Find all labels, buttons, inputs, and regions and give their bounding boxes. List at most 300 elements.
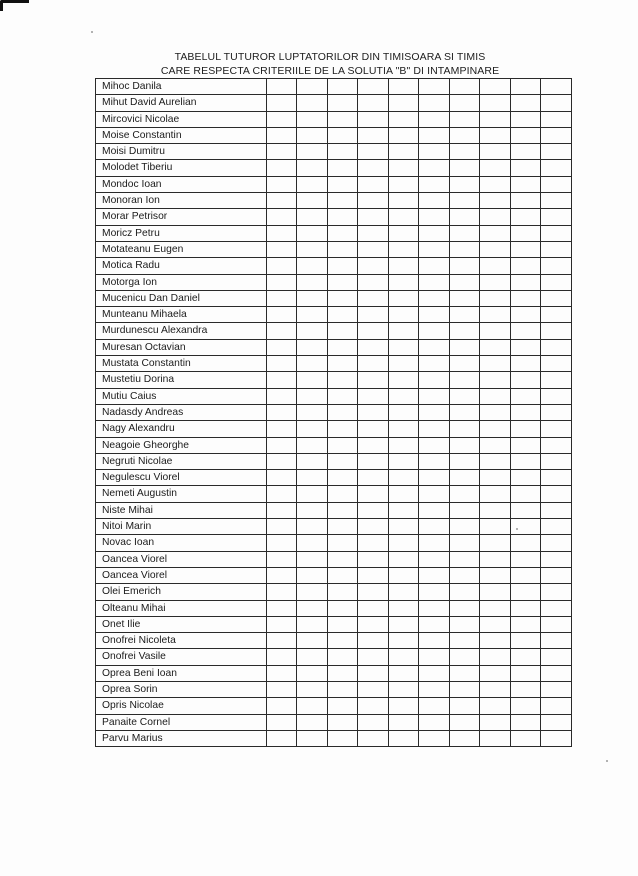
empty-cell bbox=[419, 111, 450, 127]
empty-cell bbox=[510, 453, 541, 469]
empty-cell bbox=[449, 160, 480, 176]
empty-cell bbox=[419, 421, 450, 437]
empty-cell bbox=[266, 714, 297, 730]
empty-cell bbox=[510, 274, 541, 290]
empty-cell bbox=[327, 437, 358, 453]
empty-cell bbox=[419, 437, 450, 453]
empty-cell bbox=[541, 307, 572, 323]
name-cell: Olteanu Mihai bbox=[96, 600, 267, 616]
roster-table bbox=[95, 78, 572, 747]
empty-cell bbox=[449, 323, 480, 339]
empty-cell bbox=[541, 665, 572, 681]
empty-cell bbox=[297, 502, 328, 518]
empty-cell bbox=[510, 584, 541, 600]
name-cell: Mustetiu Dorina bbox=[96, 372, 267, 388]
name-cell: Monoran Ion bbox=[96, 193, 267, 209]
name-cell: Nemeti Augustin bbox=[96, 486, 267, 502]
empty-cell bbox=[419, 698, 450, 714]
empty-cell bbox=[266, 356, 297, 372]
empty-cell bbox=[266, 79, 297, 95]
table-row bbox=[96, 502, 572, 518]
empty-cell bbox=[510, 730, 541, 746]
table-row bbox=[96, 176, 572, 192]
empty-cell bbox=[327, 209, 358, 225]
empty-cell bbox=[510, 127, 541, 143]
empty-cell bbox=[419, 470, 450, 486]
empty-cell bbox=[541, 502, 572, 518]
empty-cell bbox=[266, 127, 297, 143]
document-title bbox=[90, 51, 570, 78]
empty-cell bbox=[541, 388, 572, 404]
empty-cell bbox=[510, 649, 541, 665]
empty-cell bbox=[358, 323, 389, 339]
table-row bbox=[96, 470, 572, 486]
empty-cell bbox=[480, 176, 511, 192]
table-row bbox=[96, 323, 572, 339]
empty-cell bbox=[480, 388, 511, 404]
empty-cell bbox=[297, 519, 328, 535]
table-row bbox=[96, 404, 572, 420]
empty-cell bbox=[388, 307, 419, 323]
empty-cell bbox=[266, 453, 297, 469]
empty-cell bbox=[358, 258, 389, 274]
empty-cell bbox=[480, 193, 511, 209]
empty-cell bbox=[297, 567, 328, 583]
empty-cell bbox=[419, 290, 450, 306]
table-row bbox=[96, 649, 572, 665]
empty-cell bbox=[419, 714, 450, 730]
empty-cell bbox=[510, 79, 541, 95]
empty-cell bbox=[449, 681, 480, 697]
table-row bbox=[96, 307, 572, 323]
empty-cell bbox=[419, 616, 450, 632]
empty-cell bbox=[266, 535, 297, 551]
empty-cell bbox=[327, 339, 358, 355]
empty-cell bbox=[358, 633, 389, 649]
empty-cell bbox=[297, 144, 328, 160]
empty-cell bbox=[480, 730, 511, 746]
table-row bbox=[96, 600, 572, 616]
empty-cell bbox=[510, 437, 541, 453]
name-cell: Nadasdy Andreas bbox=[96, 404, 267, 420]
empty-cell bbox=[266, 95, 297, 111]
empty-cell bbox=[419, 600, 450, 616]
empty-cell bbox=[358, 437, 389, 453]
name-cell: Mucenicu Dan Daniel bbox=[96, 290, 267, 306]
name-cell: Onofrei Vasile bbox=[96, 649, 267, 665]
empty-cell bbox=[449, 79, 480, 95]
empty-cell bbox=[297, 79, 328, 95]
empty-cell bbox=[327, 356, 358, 372]
empty-cell bbox=[419, 127, 450, 143]
empty-cell bbox=[297, 372, 328, 388]
empty-cell bbox=[541, 241, 572, 257]
empty-cell bbox=[541, 404, 572, 420]
empty-cell bbox=[388, 209, 419, 225]
name-cell: Moise Constantin bbox=[96, 127, 267, 143]
empty-cell bbox=[358, 274, 389, 290]
empty-cell bbox=[419, 372, 450, 388]
empty-cell bbox=[297, 730, 328, 746]
scan-speck bbox=[91, 31, 93, 33]
table-row bbox=[96, 714, 572, 730]
empty-cell bbox=[510, 681, 541, 697]
empty-cell bbox=[327, 111, 358, 127]
empty-cell bbox=[327, 404, 358, 420]
empty-cell bbox=[419, 95, 450, 111]
empty-cell bbox=[510, 225, 541, 241]
table-row bbox=[96, 95, 572, 111]
empty-cell bbox=[449, 535, 480, 551]
empty-cell bbox=[419, 323, 450, 339]
table-row bbox=[96, 551, 572, 567]
empty-cell bbox=[541, 730, 572, 746]
empty-cell bbox=[358, 567, 389, 583]
empty-cell bbox=[480, 111, 511, 127]
empty-cell bbox=[480, 519, 511, 535]
name-cell: Niste Mihai bbox=[96, 502, 267, 518]
name-cell: Oancea Viorel bbox=[96, 567, 267, 583]
empty-cell bbox=[327, 258, 358, 274]
empty-cell bbox=[541, 633, 572, 649]
empty-cell bbox=[327, 372, 358, 388]
empty-cell bbox=[419, 567, 450, 583]
name-cell: Motateanu Eugen bbox=[96, 241, 267, 257]
empty-cell bbox=[297, 160, 328, 176]
empty-cell bbox=[388, 421, 419, 437]
empty-cell bbox=[510, 241, 541, 257]
empty-cell bbox=[388, 339, 419, 355]
empty-cell bbox=[388, 519, 419, 535]
empty-cell bbox=[541, 160, 572, 176]
empty-cell bbox=[449, 307, 480, 323]
empty-cell bbox=[266, 111, 297, 127]
empty-cell bbox=[266, 600, 297, 616]
empty-cell bbox=[327, 519, 358, 535]
empty-cell bbox=[419, 584, 450, 600]
name-cell: Nitoi Marin bbox=[96, 519, 267, 535]
table-row bbox=[96, 258, 572, 274]
empty-cell bbox=[297, 698, 328, 714]
empty-cell bbox=[419, 258, 450, 274]
name-cell: Mihoc Danila bbox=[96, 79, 267, 95]
empty-cell bbox=[480, 127, 511, 143]
empty-cell bbox=[388, 535, 419, 551]
empty-cell bbox=[541, 551, 572, 567]
empty-cell bbox=[266, 470, 297, 486]
table-row bbox=[96, 453, 572, 469]
empty-cell bbox=[358, 535, 389, 551]
empty-cell bbox=[419, 339, 450, 355]
empty-cell bbox=[480, 404, 511, 420]
empty-cell bbox=[419, 404, 450, 420]
empty-cell bbox=[327, 681, 358, 697]
empty-cell bbox=[510, 193, 541, 209]
empty-cell bbox=[266, 567, 297, 583]
empty-cell bbox=[480, 323, 511, 339]
empty-cell bbox=[510, 95, 541, 111]
empty-cell bbox=[388, 388, 419, 404]
name-cell: Oprea Sorin bbox=[96, 681, 267, 697]
empty-cell bbox=[419, 79, 450, 95]
empty-cell bbox=[358, 95, 389, 111]
empty-cell bbox=[297, 209, 328, 225]
empty-cell bbox=[510, 404, 541, 420]
empty-cell bbox=[541, 567, 572, 583]
table-row bbox=[96, 421, 572, 437]
empty-cell bbox=[419, 681, 450, 697]
empty-cell bbox=[327, 144, 358, 160]
table-row bbox=[96, 633, 572, 649]
empty-cell bbox=[541, 290, 572, 306]
empty-cell bbox=[266, 323, 297, 339]
empty-cell bbox=[541, 193, 572, 209]
empty-cell bbox=[388, 323, 419, 339]
empty-cell bbox=[419, 486, 450, 502]
empty-cell bbox=[510, 258, 541, 274]
empty-cell bbox=[358, 209, 389, 225]
empty-cell bbox=[358, 519, 389, 535]
empty-cell bbox=[358, 193, 389, 209]
empty-cell bbox=[266, 307, 297, 323]
empty-cell bbox=[480, 535, 511, 551]
empty-cell bbox=[541, 274, 572, 290]
empty-cell bbox=[266, 730, 297, 746]
empty-cell bbox=[358, 502, 389, 518]
empty-cell bbox=[327, 307, 358, 323]
name-cell: Motica Radu bbox=[96, 258, 267, 274]
empty-cell bbox=[510, 567, 541, 583]
empty-cell bbox=[510, 714, 541, 730]
name-cell: Morar Petrisor bbox=[96, 209, 267, 225]
empty-cell bbox=[449, 193, 480, 209]
table-row bbox=[96, 193, 572, 209]
empty-cell bbox=[297, 274, 328, 290]
empty-cell bbox=[327, 421, 358, 437]
empty-cell bbox=[510, 339, 541, 355]
empty-cell bbox=[297, 551, 328, 567]
empty-cell bbox=[449, 209, 480, 225]
empty-cell bbox=[388, 437, 419, 453]
empty-cell bbox=[327, 665, 358, 681]
empty-cell bbox=[327, 323, 358, 339]
empty-cell bbox=[480, 633, 511, 649]
empty-cell bbox=[327, 193, 358, 209]
empty-cell bbox=[297, 470, 328, 486]
empty-cell bbox=[297, 323, 328, 339]
empty-cell bbox=[266, 209, 297, 225]
empty-cell bbox=[266, 421, 297, 437]
empty-cell bbox=[327, 649, 358, 665]
empty-cell bbox=[449, 127, 480, 143]
table-row bbox=[96, 665, 572, 681]
empty-cell bbox=[358, 290, 389, 306]
empty-cell bbox=[266, 193, 297, 209]
empty-cell bbox=[266, 681, 297, 697]
empty-cell bbox=[388, 616, 419, 632]
empty-cell bbox=[510, 176, 541, 192]
table-row bbox=[96, 127, 572, 143]
empty-cell bbox=[358, 453, 389, 469]
empty-cell bbox=[327, 600, 358, 616]
empty-cell bbox=[358, 241, 389, 257]
empty-cell bbox=[266, 698, 297, 714]
empty-cell bbox=[297, 241, 328, 257]
empty-cell bbox=[388, 241, 419, 257]
empty-cell bbox=[449, 241, 480, 257]
empty-cell bbox=[297, 339, 328, 355]
empty-cell bbox=[541, 225, 572, 241]
scan-speck bbox=[516, 528, 518, 530]
empty-cell bbox=[419, 730, 450, 746]
empty-cell bbox=[510, 698, 541, 714]
empty-cell bbox=[297, 665, 328, 681]
empty-cell bbox=[480, 290, 511, 306]
empty-cell bbox=[541, 698, 572, 714]
empty-cell bbox=[541, 258, 572, 274]
table-row bbox=[96, 209, 572, 225]
empty-cell bbox=[510, 616, 541, 632]
empty-cell bbox=[541, 519, 572, 535]
empty-cell bbox=[480, 584, 511, 600]
table-row bbox=[96, 535, 572, 551]
empty-cell bbox=[510, 307, 541, 323]
name-cell: Mustata Constantin bbox=[96, 356, 267, 372]
empty-cell bbox=[480, 551, 511, 567]
empty-cell bbox=[480, 258, 511, 274]
empty-cell bbox=[358, 160, 389, 176]
empty-cell bbox=[480, 665, 511, 681]
empty-cell bbox=[510, 372, 541, 388]
table-row bbox=[96, 519, 572, 535]
name-cell: Negruti Nicolae bbox=[96, 453, 267, 469]
empty-cell bbox=[297, 421, 328, 437]
empty-cell bbox=[510, 519, 541, 535]
name-cell: Onofrei Nicoleta bbox=[96, 633, 267, 649]
empty-cell bbox=[541, 470, 572, 486]
empty-cell bbox=[541, 486, 572, 502]
empty-cell bbox=[327, 486, 358, 502]
empty-cell bbox=[419, 551, 450, 567]
empty-cell bbox=[388, 356, 419, 372]
empty-cell bbox=[419, 144, 450, 160]
name-cell: Neagoie Gheorghe bbox=[96, 437, 267, 453]
empty-cell bbox=[480, 486, 511, 502]
empty-cell bbox=[510, 486, 541, 502]
table-row bbox=[96, 160, 572, 176]
empty-cell bbox=[388, 258, 419, 274]
empty-cell bbox=[327, 160, 358, 176]
empty-cell bbox=[358, 486, 389, 502]
empty-cell bbox=[358, 584, 389, 600]
name-cell: Moisi Dumitru bbox=[96, 144, 267, 160]
empty-cell bbox=[327, 698, 358, 714]
empty-cell bbox=[480, 225, 511, 241]
empty-cell bbox=[358, 551, 389, 567]
empty-cell bbox=[480, 144, 511, 160]
empty-cell bbox=[449, 339, 480, 355]
empty-cell bbox=[358, 339, 389, 355]
empty-cell bbox=[297, 290, 328, 306]
empty-cell bbox=[541, 616, 572, 632]
empty-cell bbox=[449, 421, 480, 437]
table-row bbox=[96, 372, 572, 388]
title-line-2: CARE RESPECTA CRITERIILE DE LA SOLUTIA "B" DI INTAMPINARE bbox=[160, 64, 500, 77]
empty-cell bbox=[449, 111, 480, 127]
empty-cell bbox=[327, 535, 358, 551]
empty-cell bbox=[388, 567, 419, 583]
empty-cell bbox=[449, 437, 480, 453]
empty-cell bbox=[510, 144, 541, 160]
empty-cell bbox=[480, 616, 511, 632]
empty-cell bbox=[266, 551, 297, 567]
empty-cell bbox=[266, 502, 297, 518]
empty-cell bbox=[327, 274, 358, 290]
empty-cell bbox=[327, 241, 358, 257]
empty-cell bbox=[510, 470, 541, 486]
empty-cell bbox=[541, 209, 572, 225]
empty-cell bbox=[358, 144, 389, 160]
empty-cell bbox=[449, 584, 480, 600]
empty-cell bbox=[419, 225, 450, 241]
empty-cell bbox=[297, 535, 328, 551]
empty-cell bbox=[419, 307, 450, 323]
empty-cell bbox=[480, 681, 511, 697]
empty-cell bbox=[388, 470, 419, 486]
table-row bbox=[96, 79, 572, 95]
empty-cell bbox=[266, 519, 297, 535]
empty-cell bbox=[358, 127, 389, 143]
empty-cell bbox=[510, 502, 541, 518]
empty-cell bbox=[358, 225, 389, 241]
table-row bbox=[96, 225, 572, 241]
empty-cell bbox=[327, 79, 358, 95]
empty-cell bbox=[327, 388, 358, 404]
empty-cell bbox=[358, 714, 389, 730]
empty-cell bbox=[388, 176, 419, 192]
scan-corner-mark bbox=[0, 0, 29, 11]
empty-cell bbox=[327, 584, 358, 600]
empty-cell bbox=[510, 551, 541, 567]
empty-cell bbox=[327, 95, 358, 111]
empty-cell bbox=[449, 633, 480, 649]
empty-cell bbox=[266, 404, 297, 420]
empty-cell bbox=[480, 649, 511, 665]
empty-cell bbox=[266, 665, 297, 681]
empty-cell bbox=[541, 79, 572, 95]
empty-cell bbox=[266, 160, 297, 176]
empty-cell bbox=[388, 502, 419, 518]
empty-cell bbox=[510, 323, 541, 339]
empty-cell bbox=[541, 144, 572, 160]
table-row bbox=[96, 144, 572, 160]
empty-cell bbox=[388, 95, 419, 111]
empty-cell bbox=[388, 665, 419, 681]
empty-cell bbox=[449, 176, 480, 192]
name-cell: Oprea Beni Ioan bbox=[96, 665, 267, 681]
empty-cell bbox=[327, 290, 358, 306]
name-cell: Negulescu Viorel bbox=[96, 470, 267, 486]
empty-cell bbox=[541, 372, 572, 388]
empty-cell bbox=[419, 502, 450, 518]
name-cell: Muresan Octavian bbox=[96, 339, 267, 355]
name-cell: Mutiu Caius bbox=[96, 388, 267, 404]
empty-cell bbox=[388, 486, 419, 502]
empty-cell bbox=[327, 225, 358, 241]
empty-cell bbox=[388, 714, 419, 730]
empty-cell bbox=[510, 388, 541, 404]
empty-cell bbox=[358, 421, 389, 437]
